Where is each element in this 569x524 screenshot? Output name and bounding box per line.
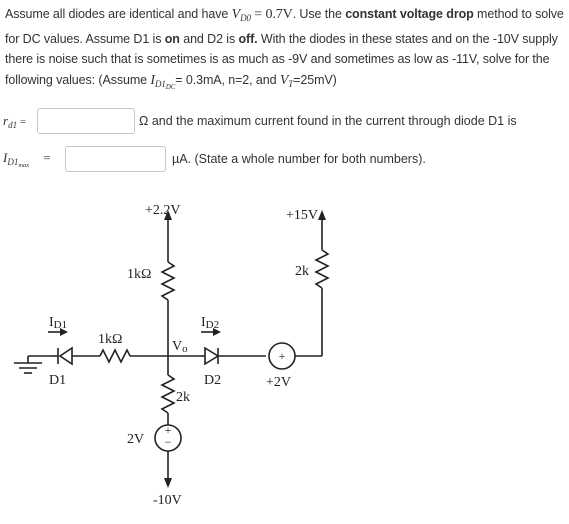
rd1-input[interactable] xyxy=(37,108,135,134)
id1-label: ID1 xyxy=(49,315,68,331)
vd0-value: = 0.7V xyxy=(250,7,293,22)
method-bold: constant voltage drop xyxy=(345,7,474,21)
src-bottom-label: 2V xyxy=(127,432,145,447)
answer-row-rd1 xyxy=(3,108,517,134)
r-right-label: 2k xyxy=(295,264,309,279)
rd1-unit-text: Ω and the maximum current found in the current through diode D1 is xyxy=(139,114,517,128)
v-top-left: +2.2V xyxy=(145,203,181,218)
id-symbol: $I_{D1_{DC}}$ xyxy=(150,72,176,91)
src-right-label: +2V xyxy=(266,375,292,390)
v-top-right: +15V xyxy=(286,208,319,223)
id2-label: ID2 xyxy=(201,315,220,331)
d1-label: D1 xyxy=(49,373,67,388)
q-text-2: . Use the xyxy=(292,7,346,21)
id1max-input[interactable] xyxy=(65,146,166,172)
d2-label: D2 xyxy=(204,373,222,388)
off-bold: off. xyxy=(238,31,258,46)
src-bottom-plus: + xyxy=(164,423,172,437)
rd1-label: $r_{d1}$ = xyxy=(3,112,27,130)
q-text-5: With the diodes in these states and on the -10V supply there is noise such that is sometimes is as much as -9V and sometimes as low as -11V, solve for the following values: (Assume xyxy=(5,31,558,87)
circuit-diagram xyxy=(0,190,569,520)
src-right-plus: + xyxy=(278,349,286,363)
q-text-4: and D2 is xyxy=(179,31,239,46)
vo-label: Vo xyxy=(172,339,188,355)
vd0-symbol: $V_{D0}$ xyxy=(231,7,251,23)
r-top-label: 1kΩ xyxy=(127,267,152,282)
src-bottom-minus: − xyxy=(164,435,172,449)
r-bottom-label: 2k xyxy=(176,390,190,405)
v-bottom-label: -10V xyxy=(153,493,182,508)
id1max-label: $I_{D1_{max}}=$ xyxy=(3,149,51,169)
q-text-1: Assume all diodes are identical and have xyxy=(5,7,232,21)
vt-symbol: $V_T$ xyxy=(279,72,294,89)
q-text-7: =25mV) xyxy=(293,72,337,87)
r-mid-label: 1kΩ xyxy=(98,332,123,347)
q-text-6: = 0.3mA, n=2, and xyxy=(175,72,280,87)
answer-row-id1max xyxy=(3,146,426,172)
question-text xyxy=(5,4,565,97)
q-text-3: method to solve for DC values. Assume D1 is xyxy=(5,7,564,46)
on-bold: on xyxy=(164,31,180,46)
id1max-unit-text: µA. (State a whole number for both numbers). xyxy=(172,152,426,166)
